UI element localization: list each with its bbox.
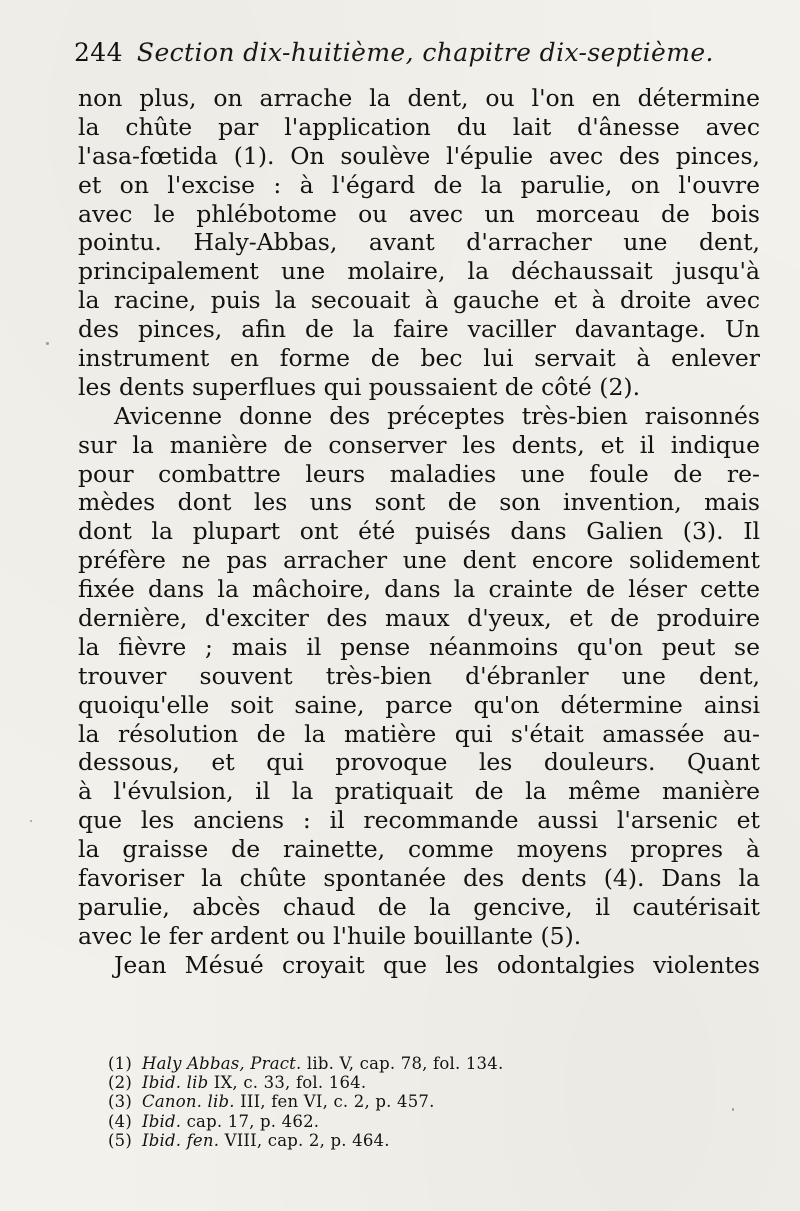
text-line: mèdes dont les uns sont de son invention, mais (78, 488, 760, 517)
text-line: trouver souvent très-bien d'ébranler une dent, (78, 661, 760, 690)
text-line: et on l'excise : à l'égard de la parulie, on l'ouvre (78, 170, 760, 199)
text-line: préfère ne pas arracher une dent encore solidement (78, 546, 760, 575)
text-line: dernière, d'exciter des maux d'yeux, et de produire (78, 604, 760, 633)
footnote-reference: Haly Abbas, Pract. (142, 1054, 302, 1073)
footnote-citation: VIII, cap. 2, p. 464. (219, 1130, 390, 1150)
text-line: principalement une molaire, la déchaussait jusqu'à (78, 257, 760, 286)
footnotes (108, 1054, 608, 1150)
text-line: Jean Mésué croyait que les odontalgies violentes (114, 950, 760, 979)
paper-speck (30, 820, 32, 822)
footnote-reference: Ibid. fen. (142, 1130, 220, 1150)
text-line: fixée dans la mâchoire, dans la crainte de léser cette (78, 575, 760, 604)
footnote-marker: (5) (108, 1130, 132, 1150)
text-line: des pinces, afin de la faire vaciller davantage. Un (78, 315, 760, 344)
footnote (108, 1131, 608, 1150)
text-line: quoiqu'elle soit saine, parce qu'on détermine ainsi (78, 690, 760, 719)
text-line: pour combattre leurs maladies une foule de re- (78, 459, 760, 488)
footnote-reference: Ibid. (142, 1111, 182, 1131)
text-line: la fièvre ; mais il pense néanmoins qu'on peut se (78, 632, 760, 661)
text-line: avec le phlébotome ou avec un morceau de bois (78, 199, 760, 228)
text-line: que les anciens : il recommande aussi l'arsenic et (78, 806, 760, 835)
footnote (108, 1054, 608, 1073)
footnote-reference: Ibid. lib (142, 1073, 209, 1093)
text-line: à l'évulsion, il la pratiquait de la même manière (78, 777, 760, 806)
text-line: dont la plupart ont été puisés dans Galien (3). Il (78, 517, 760, 546)
text-line: dessous, et qui provoque les douleurs. Quant (78, 748, 760, 777)
footnote-citation: III, fen VI, c. 2, p. 457. (234, 1092, 435, 1112)
footnote-marker: (4) (108, 1111, 132, 1131)
footnote (108, 1073, 608, 1092)
text-line: favoriser la chûte spontanée des dents (4). Dans la (78, 864, 760, 893)
page-number: 244 (74, 38, 123, 67)
text-line: parulie, abcès chaud de la gencive, il cautérisait (78, 892, 760, 921)
footnote-reference: Canon. lib. (142, 1092, 235, 1112)
page-header (74, 38, 770, 78)
footnote-marker: (1) (108, 1054, 132, 1073)
paper-speck (732, 1108, 734, 1111)
text-line: la graisse de rainette, comme moyens propres à (78, 835, 760, 864)
text-line: les dents superflues qui poussaient de côté (2). (78, 372, 641, 401)
text-line: instrument en forme de bec lui servait à enlever (78, 344, 760, 373)
paper-speck (46, 342, 49, 345)
body-text (78, 84, 760, 980)
running-head: Section dix-huitième, chapitre dix-septième. (136, 38, 714, 67)
text-line: non plus, on arrache la dent, ou l'on en détermine (78, 84, 760, 112)
footnote (108, 1112, 608, 1131)
text-line: la racine, puis la secouait à gauche et à droite avec (78, 286, 760, 315)
text-line: la résolution de la matière qui s'était amassée au- (78, 719, 760, 748)
text-line: l'asa-fœtida (1). On soulève l'épulie avec des pinces, (78, 141, 760, 170)
footnote-citation: lib. V, cap. 78, fol. 134. (301, 1054, 504, 1073)
footnote-marker: (3) (108, 1092, 132, 1112)
footnote-marker: (2) (108, 1073, 132, 1093)
text-line: sur la manière de conserver les dents, et il indique (78, 430, 760, 459)
text-line: pointu. Haly-Abbas, avant d'arracher une dent, (78, 228, 760, 257)
text-line: avec le fer ardent ou l'huile bouillante (5). (78, 921, 582, 950)
footnote-citation: IX, c. 33, fol. 164. (208, 1073, 367, 1093)
footnote-citation: cap. 17, p. 462. (181, 1111, 320, 1131)
text-line: la chûte par l'application du lait d'ânesse avec (78, 112, 760, 141)
footnote (108, 1092, 608, 1111)
text-line: Avicenne donne des préceptes très-bien raisonnés (114, 401, 760, 430)
